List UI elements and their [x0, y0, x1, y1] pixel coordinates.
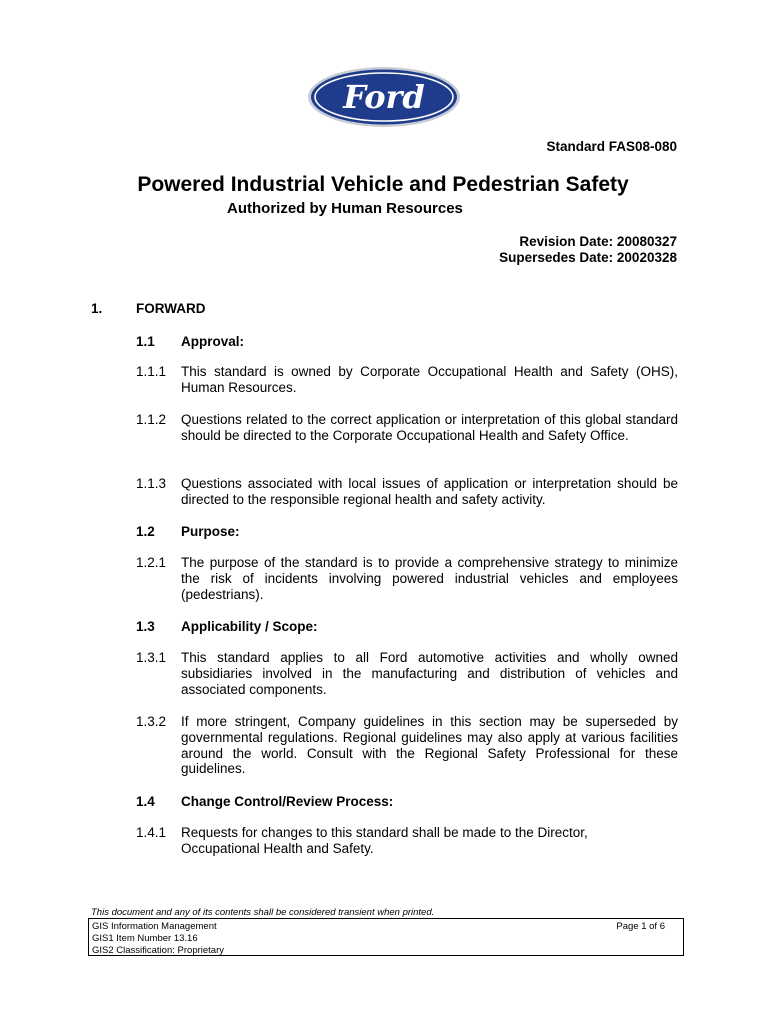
footer-line: GIS Information Management	[92, 921, 217, 932]
subsection-number: 1.3	[136, 619, 155, 634]
revision-date: Revision Date: 20080327	[519, 234, 677, 249]
item-text: Questions associated with local issues of application or interpretation should be directed to the responsible regional health and safety activity.	[181, 476, 678, 507]
subsection-number: 1.4	[136, 794, 155, 809]
logo-wordmark: Ford	[343, 78, 425, 116]
footer-box	[88, 918, 684, 956]
document-dates	[499, 234, 677, 266]
subsection-title: Change Control/Review Process:	[181, 794, 394, 809]
section-number: 1.	[91, 301, 103, 316]
supersedes-date: Supersedes Date: 20020328	[499, 250, 677, 265]
document-authority: Authorized by Human Resources	[227, 200, 463, 217]
subsection-title: Applicability / Scope:	[181, 619, 318, 634]
section-title: FORWARD	[136, 301, 206, 316]
list-item	[136, 364, 678, 396]
footer-line: GIS1 Item Number 13.16	[92, 933, 198, 944]
item-text: Questions related to the correct application or interpretation of this global standard should be directed to the Corporate Occupational Health and Safety Office.	[181, 412, 678, 443]
item-number: 1.3.1	[136, 650, 167, 665]
list-item	[136, 476, 678, 508]
list-item	[136, 650, 678, 697]
item-text: The purpose of the standard is to provide a comprehensive strategy to minimize the risk of incidents involving powered industrial vehicles and employees (pedestrians).	[181, 555, 678, 602]
list-item	[136, 714, 678, 777]
footer-note: This document and any of its contents shall be considered transient when printed.	[91, 907, 435, 918]
subsection-title: Purpose:	[181, 524, 240, 539]
page-number: Page 1 of 6	[616, 921, 665, 932]
ford-logo	[307, 66, 461, 128]
item-number: 1.4.1	[136, 825, 167, 840]
footer-line: GIS2 Classification: Proprietary	[92, 945, 224, 956]
document-title	[0, 173, 768, 197]
item-text: Requests for changes to this standard shall be made to the Director, Occupational Health and Safety.	[181, 825, 588, 856]
item-number: 1.1.2	[136, 412, 167, 427]
item-number: 1.1.1	[136, 364, 167, 379]
document-title-text: Powered Industrial Vehicle and Pedestrian Safety	[137, 173, 629, 196]
subsection-title: Approval:	[181, 334, 245, 349]
item-number: 1.1.3	[136, 476, 167, 491]
list-item	[136, 555, 678, 602]
item-text: If more stringent, Company guidelines in this section may be superseded by governmental regulations. Regional guidelines may also apply at various facilities around the world. Consult with the Regional Safety Professional for these guidelines.	[181, 714, 678, 777]
subsection-number: 1.1	[136, 334, 155, 349]
list-item	[136, 412, 678, 444]
item-text: This standard is owned by Corporate Occupational Health and Safety (OHS), Human Resources.	[181, 364, 678, 395]
list-item	[136, 825, 678, 857]
subsection-number: 1.2	[136, 524, 155, 539]
standard-number: Standard FAS08-080	[546, 139, 677, 154]
item-number: 1.2.1	[136, 555, 167, 570]
item-number: 1.3.2	[136, 714, 167, 729]
item-text: This standard applies to all Ford automotive activities and wholly owned subsidiaries involved in the manufacturing and distribution of vehicles and associated components.	[181, 650, 678, 697]
